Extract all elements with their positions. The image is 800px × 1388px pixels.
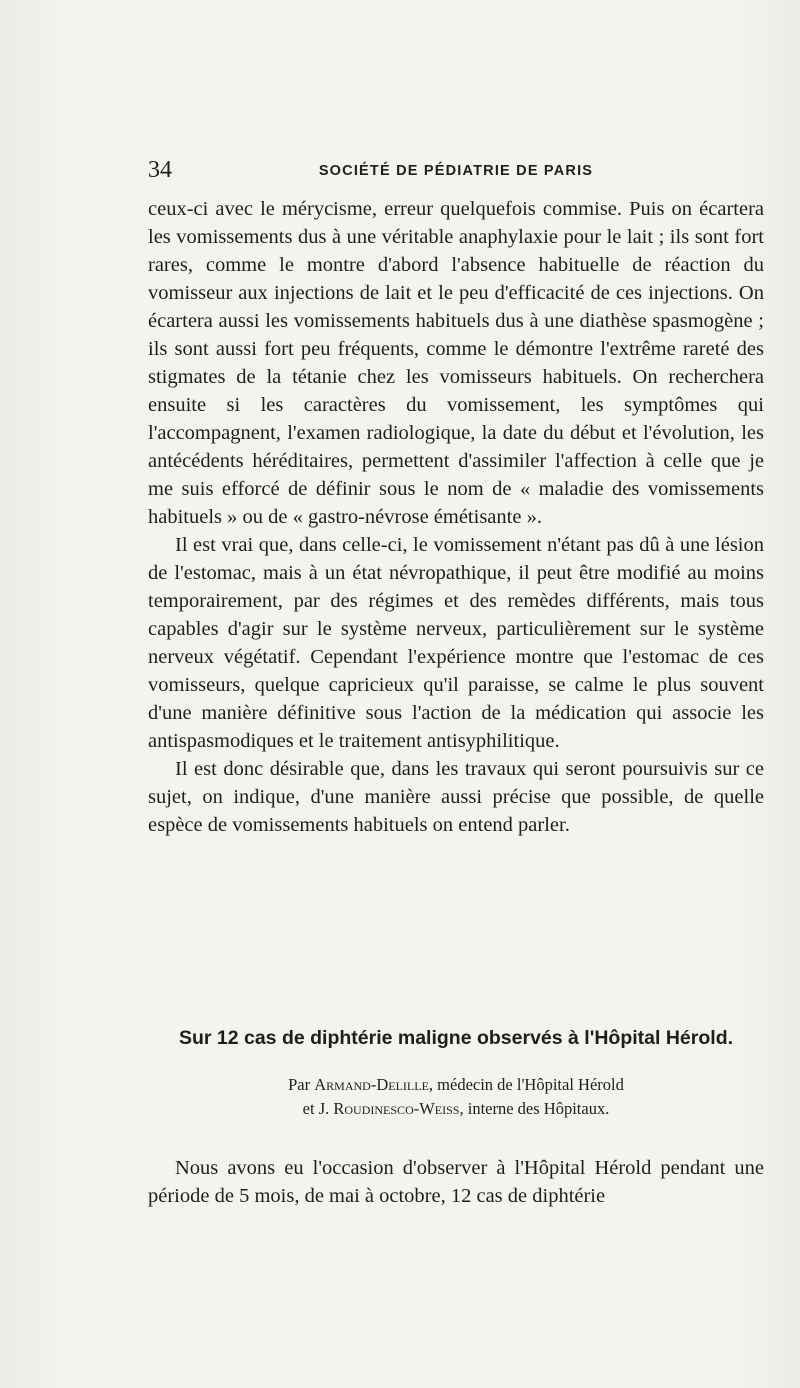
article-authors [148, 1073, 764, 1121]
author-name: Armand-Delille [314, 1075, 429, 1094]
paragraph: Il est vrai que, dans celle-ci, le vomissement n'étant pas dû à une lésion de l'estomac, mais à un état névropathique, il peut être modifié au moins temporairement, par des régimes et des remèdes différents, mais tous capables d'agir sur le système nerveux, particulièrement sur le système nerveux végétatif. Cependant l'expérience montre que l'estomac de ces vomisseurs, quelque capricieux qu'il paraisse, se calme le plus souvent d'une manière définitive sous l'action de la médication qui associe les antispasmodiques et le traitement antisyphilitique. [148, 534, 764, 752]
author-line [148, 1097, 764, 1121]
body-text [148, 195, 764, 839]
author-name: Roudinesco-Weiss [333, 1099, 460, 1118]
paragraph: ceux-ci avec le mérycisme, erreur quelquefois commise. Puis on écartera les vomissements dus à une véritable anaphylaxie pour le lait ; ils sont fort rares, comme le montre d'abord l'absence habituelle de réaction du vomisseur aux injections de lait et le peu d'efficacité de ces injections. On écartera aussi les vomissements habituels dus à une diathèse spasmogène ; ils sont aussi fort peu fréquents, comme le démontre l'extrême rareté des stigmates de la tétanie chez les vomisseurs habituels. On recherchera ensuite si les caractères du vomissement, les symptômes qui l'accompagnent, l'examen radiologique, la date du début et l'évolution, les antécédents héréditaires, permettent d'assimiler l'affection à celle que je me suis efforcé de définir sous le nom de « maladie des vomissements habituels » ou de « gastro-névrose émétisante ». [148, 198, 764, 528]
author-line [148, 1073, 764, 1097]
article-intro-paragraph: Nous avons eu l'occasion d'observer à l'Hôpital Hérold pendant une période de 5 mois, de mai à octobre, 12 cas de diphtérie [148, 1157, 764, 1207]
page-header [148, 156, 764, 188]
page-number: 34 [148, 157, 172, 183]
author-prefix: Par [288, 1075, 315, 1094]
running-head: SOCIÉTÉ DE PÉDIATRIE DE PARIS [318, 163, 594, 179]
author-prefix: et J. [302, 1099, 334, 1118]
paragraph: Il est donc désirable que, dans les travaux qui seront poursuivis sur ce sujet, on indique, d'une manière aussi précise que possible, de quelle espèce de vomissements habituels on entend parler. [148, 758, 764, 836]
author-affiliation: , médecin de l'Hôpital Hérold [428, 1075, 624, 1094]
article-title: Sur 12 cas de diphtérie maligne observés à l'Hôpital Hérold. [178, 1027, 734, 1049]
author-affiliation: , interne des Hôpitaux. [459, 1099, 610, 1118]
